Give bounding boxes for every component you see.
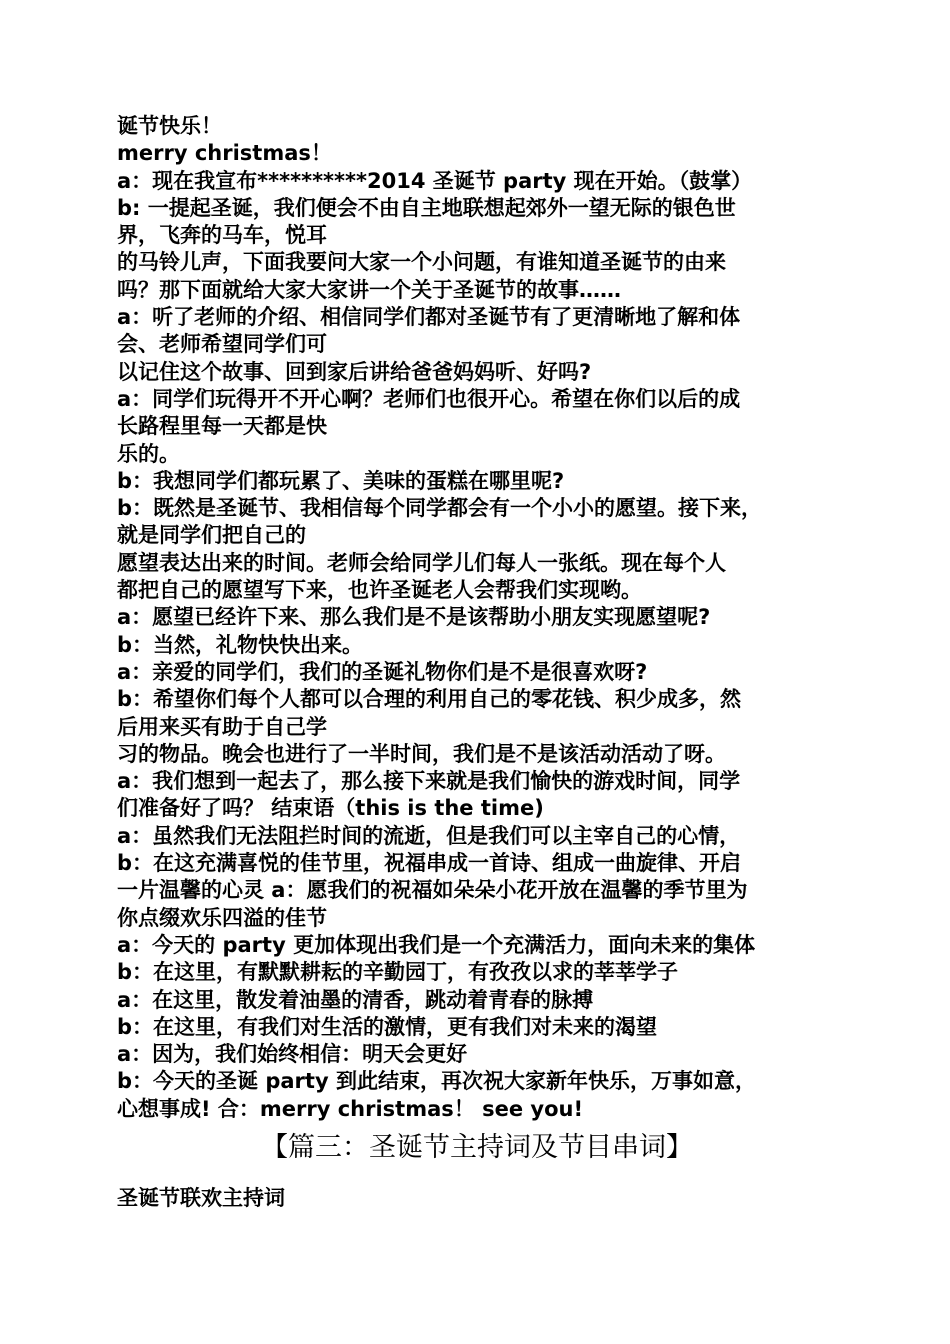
text-line: a：我们想到一起去了，那么接下来就是我们愉快的游戏时间，同学 (117, 769, 741, 794)
text-line: a：今天的 party 更加体现出我们是一个充满活力，面向未来的集体 (117, 932, 756, 957)
text-line: b：今天的圣诞 party 到此结束，再次祝大家新年快乐，万事如意， (117, 1069, 756, 1094)
text-line: a：因为，我们始终相信：明天会更好 (117, 1042, 468, 1067)
text-line: 你点缀欢乐四溢的佳节 (117, 905, 327, 930)
text-line: b：既然是圣诞节、我相信每个同学都会有一个小小的愿望。接下来， (117, 496, 763, 521)
text-line: 就是同学们把自己的 (117, 523, 306, 548)
text-line: 后用来买有助于自己学 (117, 714, 327, 739)
text-line: 都把自己的愿望写下来，也许圣诞老人会帮我们实现哟。 (117, 578, 642, 603)
text-line: b: 一提起圣诞，我们便会不由自主地联想起郊外一望无际的银色世 (117, 195, 736, 220)
text-line: b：在这充满喜悦的佳节里，祝福串成一首诗、组成一曲旋律、开启 (117, 851, 742, 876)
text-line: 习的物品。晚会也进行了一半时间，我们是不是该活动活动了呀。 (117, 741, 726, 766)
text-line: merry christmas！ (117, 141, 332, 166)
text-line: 的马铃儿声，下面我要问大家一个小问题，有谁知道圣诞节的由来 (117, 250, 726, 275)
body-text (117, 113, 837, 1123)
text-line: a：愿望已经许下来、那么我们是不是该帮助小朋友实现愿望呢? (117, 605, 711, 630)
text-line: b：我想同学们都玩累了、美味的蛋糕在哪里呢? (117, 468, 565, 493)
section-title: 【篇三：圣诞节主持词及节目串词】 (261, 1131, 693, 1163)
text-line: a：同学们玩得开不开心啊？老师们也很开心。希望在你们以后的成 (117, 386, 741, 411)
text-line: a：虽然我们无法阻拦时间的流逝，但是我们可以主宰自己的心情， (117, 823, 741, 848)
text-line: b：希望你们每个人都可以合理的利用自己的零花钱、积少成多，然 (117, 687, 742, 712)
text-line: 长路程里每一天都是快 (117, 414, 327, 439)
text-line: 一片温馨的心灵 a：愿我们的祝福如朵朵小花开放在温馨的季节里为 (117, 878, 748, 903)
text-line: a：亲爱的同学们，我们的圣诞礼物你们是不是很喜欢呀? (117, 659, 648, 684)
text-line: 们准备好了吗？ 结束语（this is the time) (117, 796, 544, 821)
text-line: 以记住这个故事、回到家后讲给爸爸妈妈听、好吗? (117, 359, 592, 384)
text-line: 会、老师希望同学们可 (117, 332, 327, 357)
document-page (117, 113, 837, 1212)
text-line: 诞节快乐！ (117, 114, 222, 138)
text-line: 界，飞奔的马车，悦耳 (117, 223, 327, 248)
text-line: a：现在我宣布**********2014 圣诞节 party 现在开始。（鼓掌） (117, 168, 753, 193)
text-line: 乐的。 (117, 441, 180, 466)
text-line: a：听了老师的介绍、相信同学们都对圣诞节有了更清晰地了解和体 (117, 305, 741, 330)
text-line: a：在这里，散发着油墨的清香，跳动着青春的脉搏 (117, 987, 594, 1012)
text-line: b：在这里，有我们对生活的激情，更有我们对未来的渴望 (117, 1014, 658, 1039)
text-line: b：当然，礼物快快出来。 (117, 632, 364, 657)
text-line: b：在这里，有默默耕耘的辛勤园丁，有孜孜以求的莘莘学子 (117, 960, 679, 985)
text-line: 吗？那下面就给大家大家讲一个关于圣诞节的故事…… (117, 277, 621, 302)
text-line: 心想事成! 合：merry christmas！ see you! (117, 1096, 584, 1121)
text-line: 愿望表达出来的时间。老师会给同学儿们每人一张纸。现在每个人 (117, 550, 726, 575)
sub-title: 圣诞节联欢主持词 (117, 1185, 285, 1210)
